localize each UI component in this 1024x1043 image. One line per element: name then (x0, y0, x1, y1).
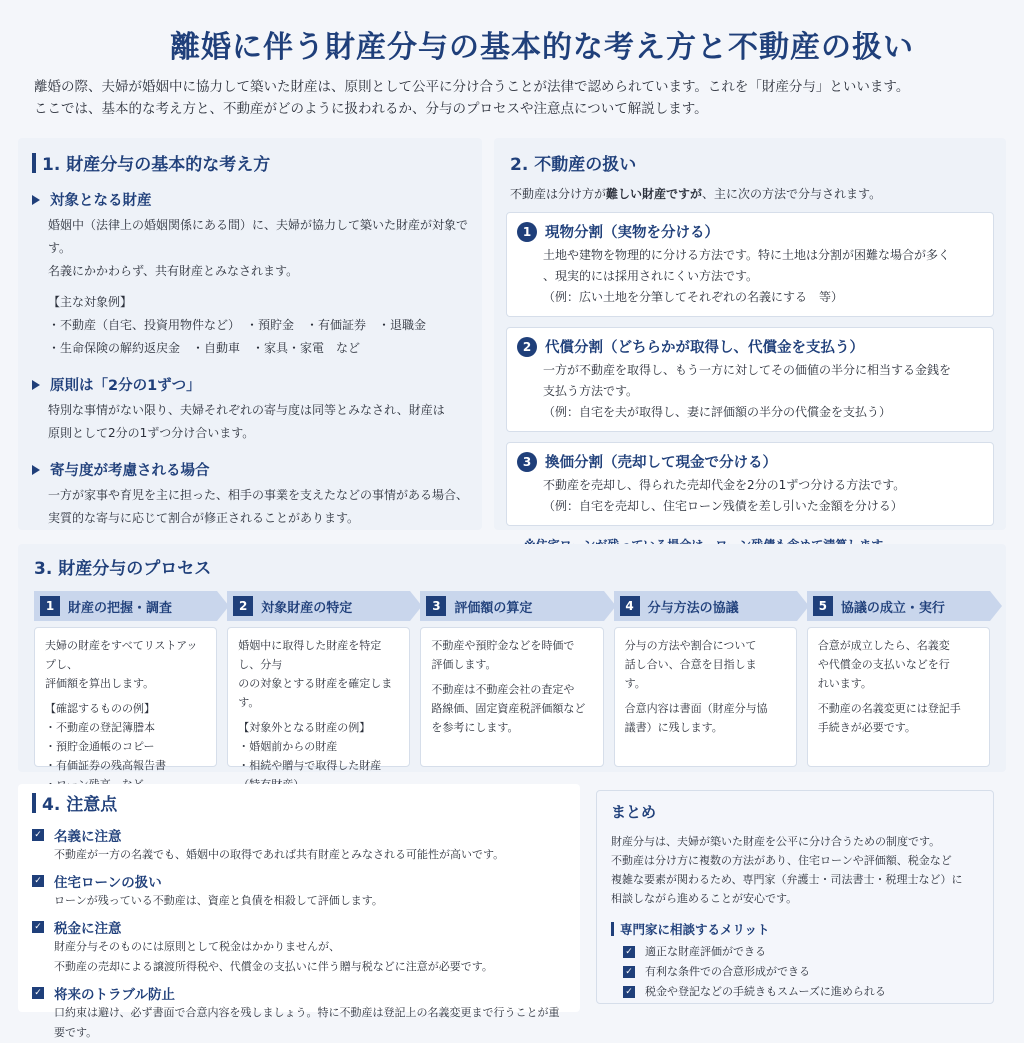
caution-item-3: ✓ 税金に注意 (32, 917, 566, 937)
checkbox-icon: ✓ (32, 987, 44, 999)
contribution-text: 一方が家事や育児を主に担った、相手の事業を支えたなどの事情がある場合、 実質的な寄与に応じて割合が修正されることがあります。 (48, 488, 469, 525)
step-4 (614, 591, 797, 767)
step-body: 婚姻中に取得した財産を特定し、分与 のの対象とする財産を確定します。 【対象外となる財産の例】 ・婚姻前からの財産 ・相続や贈与で取得した財産 (227, 627, 410, 767)
section-2-lead: 不動産は分け方が難しい財産ですが、主に次の方法で分与されます。 (510, 187, 882, 201)
merit-list (611, 942, 979, 1002)
intro-text (34, 76, 994, 120)
step-body: 不動産や預貯金などを時価で 評価します。 不動産は不動産会社の査定や 路線価、固定資産税評価額など を参考にします。 (420, 627, 603, 767)
triangle-icon (32, 380, 40, 390)
heading-bar (32, 153, 36, 173)
step-number: 4 (620, 596, 640, 616)
number-badge: 2 (517, 337, 537, 357)
step-body: 夫婦の財産をすべてリストアップし、 評価額を算出します。 【確認するものの例】 ・不動産の登記簿謄本 ・預貯金通帳のコピー ・有価証券の残高報告書 (34, 627, 217, 767)
checkbox-icon: ✓ (32, 829, 44, 841)
intro-line-1: 離婚の際、夫婦が婚姻中に協力して築いた財産は、原則として公平に分け合うことが法律で認められています。これを「財産分与」といいます。 (34, 79, 910, 95)
number-badge: 3 (517, 452, 537, 472)
checkbox-icon: ✓ (623, 986, 635, 998)
target-text: 婚姻中（法律上の婚姻関係にある間）に、夫婦が協力して築いた財産が対象です。 名義にかかわらず、共有財産とみなされます。 【主な対象例】 ・不動産（自宅、投資用物件など） ・預貯金 ・有価証券 ・退職金 ・生命保険の解約返戻金 ・自動車 ・家具・家電 など (48, 218, 469, 355)
step-2 (227, 591, 410, 772)
intro-line-2: ここでは、基本的な考え方と、不動産がどのように扱われるか、分与のプロセスや注意点について解説します。 (34, 101, 708, 117)
section-4-heading: 4. 注意点 (32, 790, 566, 815)
step-header: 4 分与方法の協議 (614, 591, 797, 621)
section-3-heading: 3. 財産分与のプロセス (34, 559, 212, 579)
number-badge: 1 (517, 222, 537, 242)
summary-text: 財産分与は、夫婦が築いた財産を公平に分け合うための制度です。 不動産は分け方に複数の方法があり、住宅ローンや評価額、税金など 複雑な要素が関わるため、専門家（弁護士・司法書士・税理士など）に 相談しながら進めることが安心です。 (611, 835, 963, 905)
triangle-icon (32, 465, 40, 475)
checkbox-icon: ✓ (32, 875, 44, 887)
caution-item-4: ✓ 将来のトラブル防止 (32, 983, 566, 1003)
step-number: 3 (426, 596, 446, 616)
merit-item: ✓ 税金や登記などの手続きもスムーズに進められる (623, 982, 979, 1002)
caution-item-1: ✓ 名義に注意 (32, 825, 566, 845)
step-body: 合意が成立したら、名義変 や代償金の支払いなどを行 れいます。 不動産の名義変更には登記手 手続きが必要です。 (807, 627, 990, 767)
step-number: 2 (233, 596, 253, 616)
method-card-3: 3 換価分割（売却して現金で分ける） 不動産を売却し、得られた売却代金を2分の1ずつ分ける方法です。 （例：自宅を売却し、住宅ローン残債を差し引いた金額を分ける） (506, 442, 994, 526)
heading-bar (611, 922, 614, 936)
triangle-icon (32, 195, 40, 205)
subheading-target: 対象となる財産 (32, 189, 468, 210)
merit-item: ✓ 有利な条件での合意形成ができる (623, 962, 979, 982)
section-2-heading: 2. 不動産の扱い (510, 155, 637, 175)
section-basic (18, 138, 482, 530)
step-3 (420, 591, 603, 767)
step-1 (34, 591, 217, 772)
step-number: 5 (813, 596, 833, 616)
section-cautions: 4. 注意点 ✓ 名義に注意 不動産が一方の名義でも、婚姻中の取得であれば共有財産とみなされる可能性が高いです。 ✓ 住宅ローンの扱い ローンが残っている不動産は、資産と負債を相殺して評価します。 ✓ 税金に注意 財産分与そのものには原則として税金はかかりませんが、 不動産の売却による譲渡所得税や、代償金の支払いに伴う贈与税などに注意が必要です。 ✓ 将来のトラブル防止 口約束は避け、必ず書面で合意内容を残しましょう。特に不動産は登記上の名義変更まで行うことが重要です。 (18, 784, 580, 1012)
page-title: 離婚に伴う財産分与の基本的な考え方と不動産の扱い (170, 30, 914, 65)
step-5 (807, 591, 990, 767)
step-header: 1 財産の把握・調査 (34, 591, 217, 621)
step-number: 1 (40, 596, 60, 616)
summary-heading: まとめ (611, 803, 657, 821)
heading-bar (32, 793, 36, 813)
caution-item-2: ✓ 住宅ローンの扱い (32, 871, 566, 891)
process-steps (18, 591, 1006, 772)
section-real-estate (494, 138, 1006, 530)
section-1-heading: 1. 財産分与の基本的な考え方 (32, 150, 468, 175)
principle-text: 特別な事情がない限り、夫婦それぞれの寄与度は同等とみなされ、財産は 原則として2分の1ずつ分け合います。 (48, 403, 445, 440)
step-body: 分与の方法や割合について 話し合い、合意を目指しま す。 合意内容は書面（財産分与協 議書）に残します。 (614, 627, 797, 767)
summary-box (596, 790, 994, 1004)
merit-item: ✓ 適正な財産評価ができる (623, 942, 979, 962)
method-card-2: 2 代償分割（どちらかが取得し、代償金を支払う） 一方が不動産を取得し、もう一方に対してその価値の半分に相当する金銭を 支払う方法です。 （例：自宅を夫が取得し、妻に評価額の半分の代償金を支払う） (506, 327, 994, 432)
step-header: 5 協議の成立・実行 (807, 591, 990, 621)
checkbox-icon: ✓ (623, 966, 635, 978)
section-process (18, 544, 1006, 772)
method-card-1: 1 現物分割（実物を分ける） 土地や建物を物理的に分ける方法です。特に土地は分割が困難な場合が多く 、現実的には採用されにくい方法です。 （例：広い土地を分筆してそれぞれの名義にする 等） (506, 212, 994, 317)
subheading-contribution: 寄与度が考慮される場合 (32, 459, 468, 480)
merit-heading: 専門家に相談するメリット (611, 920, 979, 938)
step-header: 2 対象財産の特定 (227, 591, 410, 621)
step-header: 3 評価額の算定 (420, 591, 603, 621)
checkbox-icon: ✓ (623, 946, 635, 958)
subheading-principle: 原則は「2分の1ずつ」 (32, 374, 468, 395)
checkbox-icon: ✓ (32, 921, 44, 933)
